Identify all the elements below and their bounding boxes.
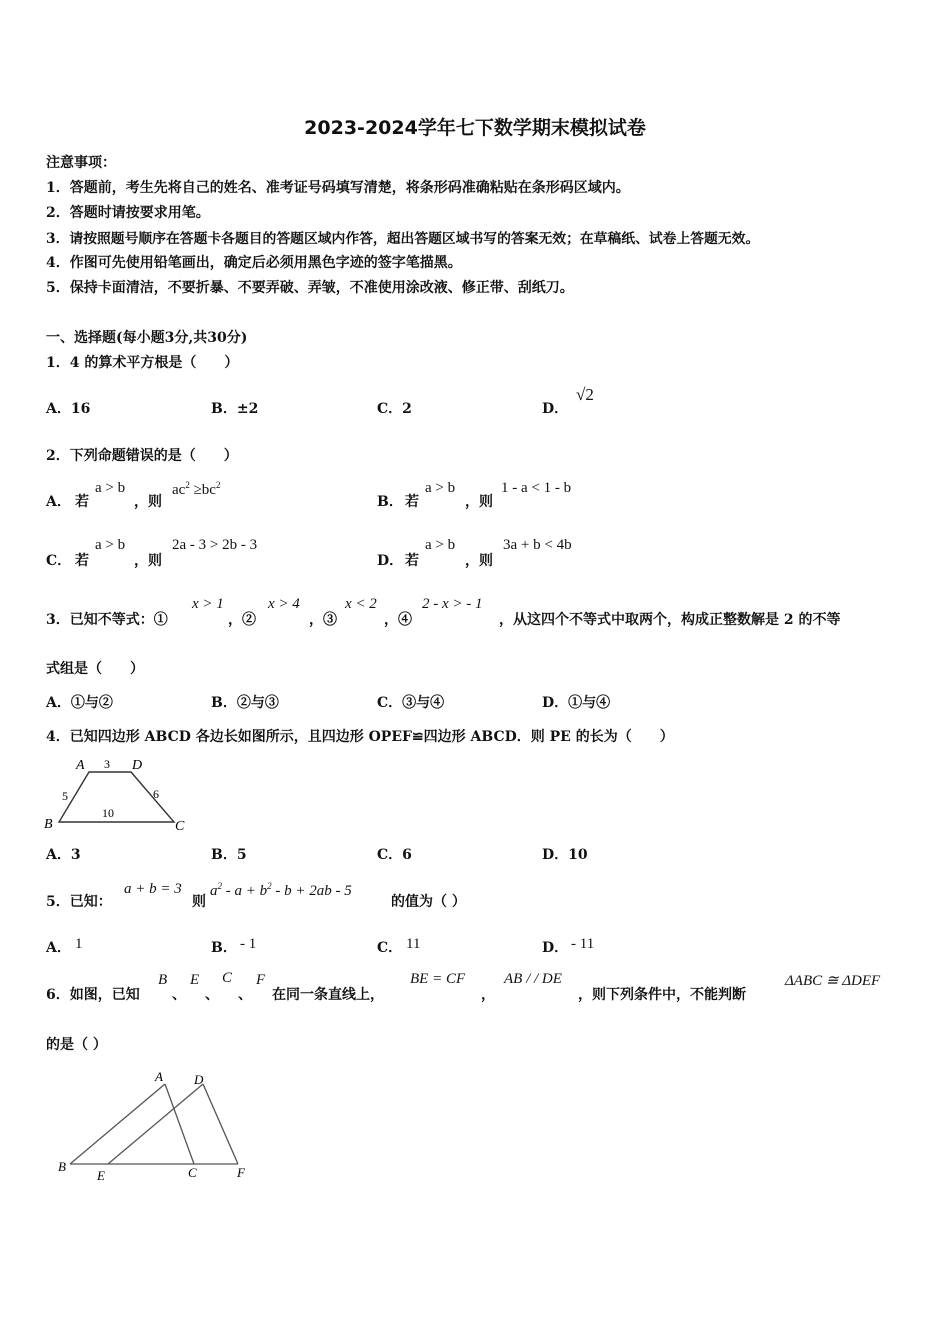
q4-vertex-d: D: [132, 758, 143, 773]
q4-option-c: C．6: [377, 847, 412, 863]
q2-ruo: 若: [75, 494, 89, 510]
q6-point-e: E: [190, 972, 200, 988]
q5-option-d-label: D．: [542, 940, 569, 956]
q5-expr-mid-2: - b + 2ab - 5: [271, 883, 352, 899]
q1-option-d-math: √2: [576, 385, 594, 404]
q3-sep-2: ，②: [228, 612, 256, 628]
q4-vertex-c: C: [175, 819, 185, 834]
q3-ineq-4: 2 - x > - 1: [422, 596, 483, 612]
q2-c-concl: 2a - 3 > 2b - 3: [172, 537, 258, 553]
q2-option-c-label: C．: [46, 553, 72, 569]
q5-expr-a: a: [210, 883, 218, 899]
q6-triangles-figure: [52, 1064, 262, 1184]
q2-ze: ，则: [134, 494, 162, 510]
q2-a-sq-2: 2: [215, 480, 221, 490]
q2-d-cond: a > b: [425, 537, 456, 553]
q6-dun-1: 、: [172, 987, 186, 1003]
q5-option-a-label: A．: [46, 940, 71, 956]
q3-stem-start: 3．已知不等式：①: [46, 612, 168, 628]
q6-dun-3: 、: [238, 987, 252, 1003]
q1-option-d-label: D．: [542, 401, 569, 417]
q2-b-concl: 1 - a < 1 - b: [501, 480, 572, 496]
q6-vertex-e: E: [97, 1168, 105, 1183]
section-heading: 一、选择题(每小题3分,共30分): [46, 330, 248, 346]
notice-item-3: 3．请按照题号顺序在答题卡各题目的答题区域内作答，超出答题区域书写的答案无效；在草稿纸、试卷上答题无效。: [46, 231, 760, 247]
q1-option-c: C．2: [377, 401, 412, 417]
q2-ruo: 若: [405, 494, 419, 510]
q5-option-c-label: C．: [377, 940, 403, 956]
q5-sq-1: 2: [217, 881, 222, 891]
q2-a-concl: [172, 480, 220, 499]
q3-sep-4: ，④: [384, 612, 412, 628]
q5-option-a-value: 1: [75, 936, 83, 952]
q2-option-a-label: A．: [46, 494, 71, 510]
page-title: 2023-2024学年七下数学期末模拟试卷: [304, 117, 646, 139]
q6-segment-df: [203, 1084, 238, 1164]
q6-condition-1: BE = CF: [410, 971, 466, 987]
q5-stem-end: 的值为（ ）: [391, 894, 466, 910]
q5-ze: 则: [192, 894, 206, 910]
q4-length-bottom: 10: [102, 806, 114, 820]
q2-c-cond: a > b: [95, 537, 126, 553]
q4-trapezoid-figure: [40, 752, 200, 836]
q6-conclusion: ΔABC ≅ ΔDEF: [785, 973, 881, 989]
q6-stem-mid: 在同一条直线上，: [272, 987, 384, 1003]
q2-ruo: 若: [405, 553, 419, 569]
q2-a-sq-1: 2: [185, 480, 190, 490]
q3-option-d: D．①与④: [542, 695, 611, 711]
q5-option-b-value: - 1: [240, 936, 257, 952]
q3-stem-line-2: 式组是（ ）: [46, 661, 144, 677]
q5-sq-2: 2: [267, 881, 272, 891]
q4-vertex-b: B: [44, 817, 53, 832]
q4-option-d: D．10: [542, 847, 588, 863]
q3-ineq-3: x < 2: [345, 596, 377, 612]
q6-vertex-f: F: [237, 1165, 245, 1180]
q5-expression: [210, 881, 352, 900]
q4-length-right: 6: [153, 787, 159, 801]
q2-ze: ，则: [465, 553, 493, 569]
q1-option-b: B．±2: [211, 401, 259, 417]
q4-stem: 4．已知四边形 ABCD 各边长如图所示，且四边形 OPEF≌四边形 ABCD．则 PE 的长为（ ）: [46, 729, 674, 745]
q2-ze: ，则: [465, 494, 493, 510]
q6-dun-2: 、: [205, 987, 219, 1003]
notice-item-5: 5．保持卡面清洁，不要折暴、不要弄破、弄皱，不准使用涂改液、修正带、刮纸刀。: [46, 280, 574, 296]
q3-option-a: A．①与②: [46, 695, 113, 711]
q6-segment-ab: [70, 1084, 165, 1164]
q2-option-b-label: B．: [377, 494, 403, 510]
q6-point-b: B: [158, 972, 168, 988]
q4-option-b: B．5: [211, 847, 247, 863]
q3-option-c: C．③与④: [377, 695, 445, 711]
q4-length-top: 3: [104, 757, 110, 771]
q2-ze: ，则: [134, 553, 162, 569]
q2-b-cond: a > b: [425, 480, 456, 496]
q2-option-d-label: D．: [377, 553, 404, 569]
q5-option-d-value: - 11: [571, 936, 595, 952]
q6-vertex-c: C: [188, 1165, 197, 1180]
q6-point-f: F: [256, 972, 266, 988]
q6-vertex-b: B: [58, 1159, 66, 1174]
q1-option-a: A．16: [46, 401, 91, 417]
q6-comma: ，: [481, 987, 495, 1003]
q2-a-concl-mid: ≥bc: [189, 482, 216, 498]
q6-stem-mid-2: ，则下列条件中，不能判断: [578, 987, 746, 1003]
q6-vertex-d: D: [194, 1072, 204, 1087]
q2-stem: 2．下列命题错误的是（ ）: [46, 448, 238, 464]
q5-given: a + b = 3: [124, 881, 182, 897]
q2-d-concl: 3a + b < 4b: [503, 537, 572, 553]
q3-option-b: B．②与③: [211, 695, 279, 711]
q3-ineq-1: x > 1: [192, 596, 224, 612]
q5-expr-mid-1: - a + b: [222, 883, 268, 899]
q6-condition-2: AB / / DE: [504, 971, 562, 987]
q6-vertex-a: A: [155, 1069, 163, 1084]
q1-stem: 1．4 的算术平方根是（ ）: [46, 355, 239, 371]
q2-ruo: 若: [75, 553, 89, 569]
q3-sep-3: ，③: [309, 612, 337, 628]
q3-ineq-2: x > 4: [268, 596, 300, 612]
q3-stem-end: ，从这四个不等式中取两个，构成正整数解是 2 的不等: [499, 612, 841, 628]
q6-stem-start: 6．如图，已知: [46, 987, 140, 1003]
notice-item-4: 4．作图可先使用铅笔画出，确定后必须用黑色字迹的签字笔描黑。: [46, 255, 462, 271]
notice-item-1: 1．答题前，考生先将自己的姓名、准考证号码填写清楚，将条形码准确粘贴在条形码区域内。: [46, 180, 630, 196]
notice-heading: 注意事项：: [46, 155, 116, 171]
q6-stem-line-2: 的是（ ）: [46, 1037, 107, 1053]
q4-option-a: A．3: [46, 847, 81, 863]
q6-segment-de: [108, 1084, 203, 1164]
q5-option-c-value: 11: [406, 936, 421, 952]
q6-point-c: C: [222, 970, 233, 986]
q4-vertex-a: A: [76, 758, 85, 773]
notice-item-2: 2．答题时请按要求用笔。: [46, 205, 210, 221]
q5-stem-start: 5．已知：: [46, 894, 112, 910]
q2-a-cond: a > b: [95, 480, 126, 496]
q4-length-left: 5: [62, 789, 68, 803]
q2-a-concl-base: ac: [172, 482, 186, 498]
q5-option-b-label: B．: [211, 940, 237, 956]
